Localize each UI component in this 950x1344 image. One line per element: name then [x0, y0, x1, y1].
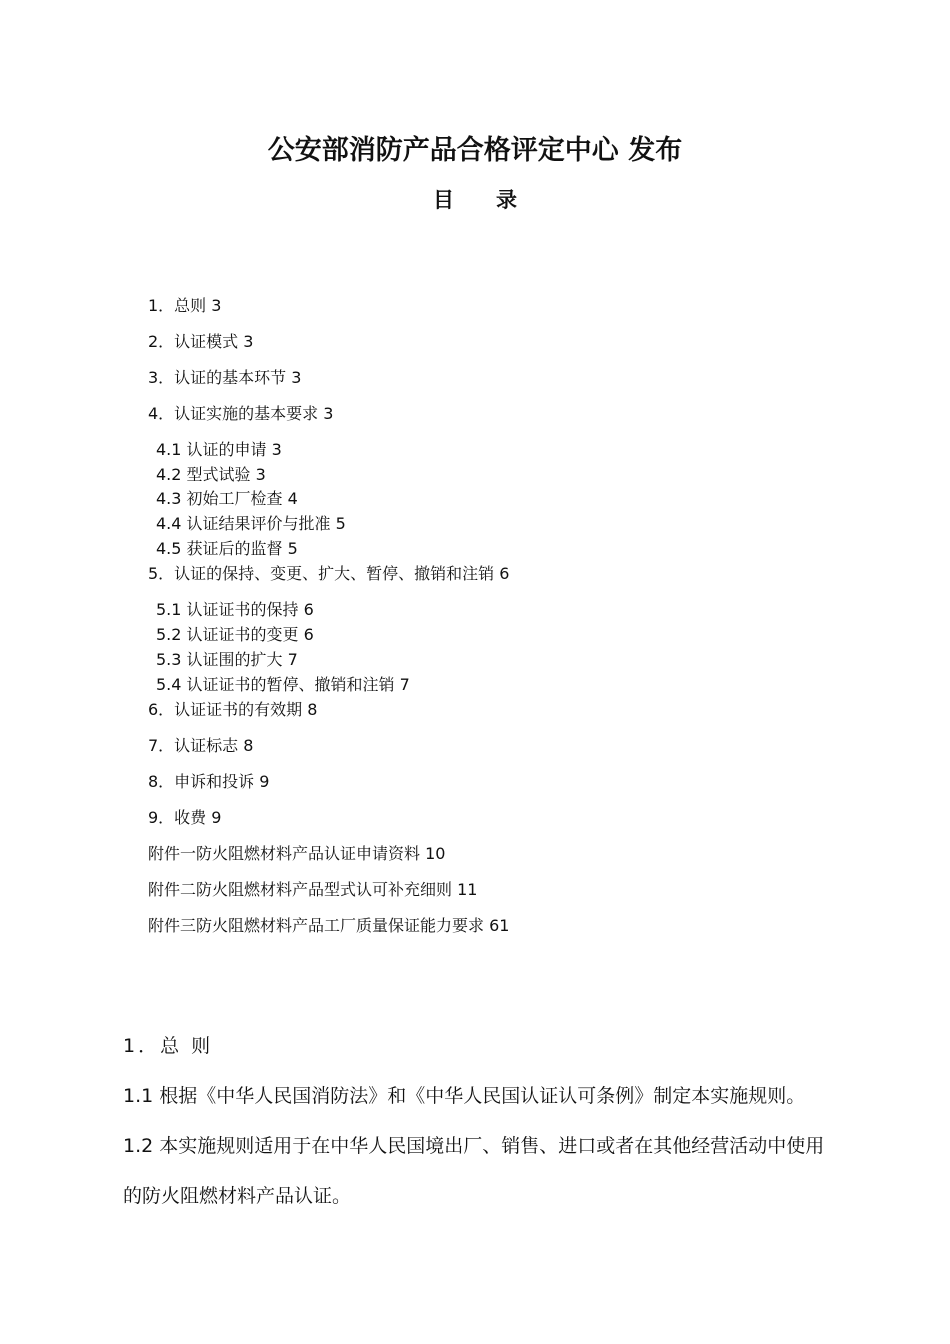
- toc-heading-char-1: 目: [433, 188, 454, 212]
- toc-item[interactable]: 2．认证模式 3: [148, 332, 254, 351]
- paragraph: 1.1 根据《中华人民国消防法》和《中华人民国认证认可条例》制定本实施规则。: [123, 1085, 806, 1107]
- toc-item[interactable]: 5.3 认证围的扩大 7: [156, 650, 298, 669]
- toc-item[interactable]: 4.5 获证后的监督 5: [156, 539, 298, 558]
- section-heading: 1．总 则: [123, 1035, 214, 1057]
- toc-item[interactable]: 4.3 初始工厂检查 4: [156, 489, 298, 508]
- paragraph: 1.2 本实施规则适用于在中华人民国境出厂、销售、进口或者在其他经营活动中使用: [123, 1135, 825, 1157]
- toc-heading-char-2: 录: [496, 188, 517, 212]
- toc-item[interactable]: 附件二防火阻燃材料产品型式认可补充细则 11: [148, 880, 478, 899]
- toc-item[interactable]: 附件三防火阻燃材料产品工厂质量保证能力要求 61: [148, 916, 510, 935]
- paragraph-continuation: 的防火阻燃材料产品认证。: [123, 1185, 352, 1207]
- toc-item[interactable]: 5.4 认证证书的暂停、撤销和注销 7: [156, 675, 410, 694]
- toc-item[interactable]: 4.4 认证结果评价与批准 5: [156, 514, 346, 533]
- toc-item[interactable]: 4.2 型式试验 3: [156, 465, 266, 484]
- toc-item[interactable]: 8．申诉和投诉 9: [148, 772, 270, 791]
- toc-item[interactable]: 5.1 认证证书的保持 6: [156, 600, 314, 619]
- toc-item[interactable]: 1．总则 3: [148, 296, 222, 315]
- toc-item[interactable]: 附件一防火阻燃材料产品认证申请资料 10: [148, 844, 446, 863]
- toc-item[interactable]: 7．认证标志 8: [148, 736, 254, 755]
- document-title: 公安部消防产品合格评定中心 发布: [267, 135, 683, 166]
- toc-item[interactable]: 9．收费 9: [148, 808, 222, 827]
- toc-item[interactable]: 4.1 认证的申请 3: [156, 440, 282, 459]
- toc-item[interactable]: 3．认证的基本环节 3: [148, 368, 302, 387]
- toc-item[interactable]: 6．认证证书的有效期 8: [148, 700, 318, 719]
- toc-item[interactable]: 5．认证的保持、变更、扩大、暂停、撤销和注销 6: [148, 564, 510, 583]
- toc-item[interactable]: 4．认证实施的基本要求 3: [148, 404, 334, 423]
- toc-item[interactable]: 5.2 认证证书的变更 6: [156, 625, 314, 644]
